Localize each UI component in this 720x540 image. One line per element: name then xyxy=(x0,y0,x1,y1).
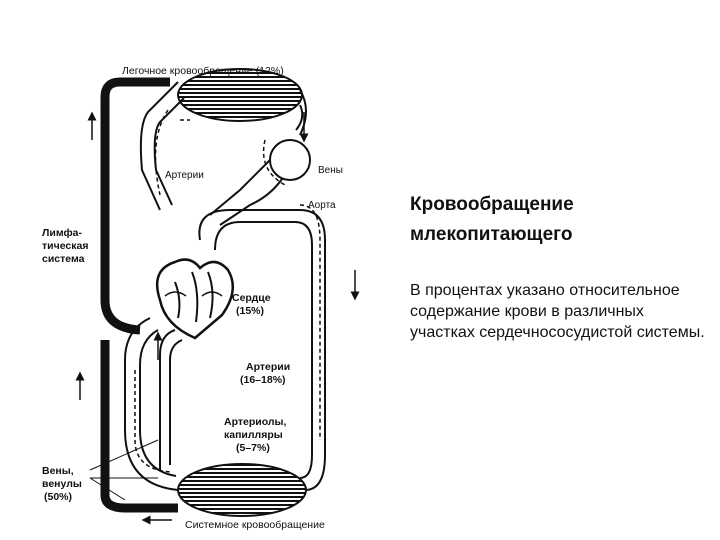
label-arteries-2: (16–18%) xyxy=(240,374,286,386)
label-arterioles-3: (5–7%) xyxy=(236,442,270,454)
label-lymph-3: система xyxy=(42,253,85,265)
label-veins-2: венулы xyxy=(42,478,82,490)
label-systemic: Системное кровообращение xyxy=(185,519,325,531)
heart xyxy=(157,260,233,338)
label-lymph-1: Лимфа- xyxy=(42,227,82,239)
label-arterioles-2: капилляры xyxy=(224,429,283,441)
label-pulmonary: Легочное кровообращение (12%) xyxy=(122,65,284,77)
label-aorta: Аорта xyxy=(308,200,336,211)
label-arteries-1: Артерии xyxy=(246,361,291,373)
pointer-lines xyxy=(90,440,158,500)
label-veins-top: Вены xyxy=(318,165,343,176)
label-veins-3: (50%) xyxy=(44,491,73,503)
label-arteries-top: Артерии xyxy=(165,170,204,181)
label-arterioles-1: Артериолы, xyxy=(224,416,287,428)
label-veins-1: Вены, xyxy=(42,465,74,477)
slide-title: Кровообращение млекопитающего xyxy=(410,194,574,245)
label-heart-1: Сердце xyxy=(232,292,271,304)
label-heart-2: (15%) xyxy=(236,305,265,317)
slide-description: В процентах указано относительное содержание крови в различных участках сердечнососудистой системы. xyxy=(410,282,705,341)
systemic-capillary-bed xyxy=(178,464,306,516)
label-lymph-2: тическая xyxy=(42,240,89,252)
lymphatic-vessel-lower xyxy=(105,340,178,508)
